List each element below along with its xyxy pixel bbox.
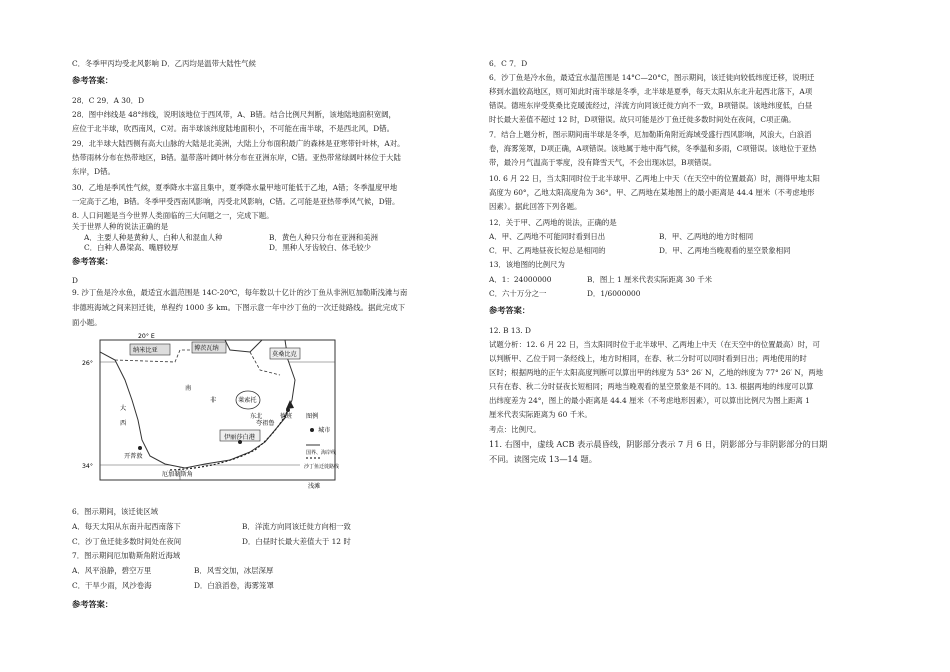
answer-heading: 参考答案：: [72, 599, 113, 609]
text-line: 29．北半球大陆西侧有高大山脉的大陆是北美洲，大陆上分布面积最广的森林是亚寒带针叶林，A对。: [72, 139, 405, 148]
lat-top-label: 26°: [82, 360, 93, 367]
text-line: 7．图示期间厄加勒斯角附近海域: [72, 551, 181, 560]
legend-title: 图例: [306, 413, 319, 420]
option-item: D．白昼时长最大差值大于 12 时: [242, 537, 351, 546]
text-line: 12．关于甲、乙两地的说法，正确的是: [489, 218, 617, 227]
option-item: A．主要人种是黄种人、白种人和混血人种: [84, 233, 223, 242]
text-line: 不同。读图完成 13—14 题。: [489, 454, 597, 464]
label-kzn: 夸祖鲁: [256, 420, 275, 427]
answer-heading: 参考答案：: [72, 75, 113, 85]
text-line: 28．C 29．A 30．D: [72, 96, 145, 105]
text-line: 厘米代表实际距离为 60 千米。: [489, 410, 592, 419]
text-line: 卷，海雾笼罩，D项正确，A项错误。该地属于地中海气候，冬季温和多雨，C项错误。该地位于亚热: [489, 144, 817, 153]
text-line: 应位于北半球，吹西南风，C对。南半球该纬度陆地面积小，不可能在南半球，不是西北风，D错。: [72, 124, 394, 133]
text-line: 高度为 60°，乙地太阳高度角为 36°。甲、乙两地在某地图上的最小距离是 44.4 厘米（不考虑地形: [489, 188, 815, 197]
text-line: 28．图中纬线是 48°纬线，说明该地位于西风带，A、B错。结合比例尺判断，该地陆地面积宽阔，: [72, 110, 396, 119]
label-elizabeth: 伊丽莎白港: [224, 434, 255, 441]
option-item: B．洋流方向同该迁徙方向相一致: [242, 522, 351, 531]
coastline: [100, 340, 295, 468]
label-south: 南: [185, 385, 192, 392]
option-item: A．每天太阳从东南升起西南落下: [72, 522, 181, 531]
text-line: 错误。德班东岸受莫桑比克暖流经过，洋流方向同该迁徙方向不一致，B项错误。该地纬度低，白昼: [489, 101, 813, 110]
text-line: 试题分析：12. 6 月 22 日，当太阳同时位于北半球甲、乙两地上中天（在天空中的位置最高）时，可: [489, 340, 820, 349]
map-figure: [80, 330, 340, 500]
text-line: 时长最大差值不超过 12 时，D项错误。故只可能是沙丁鱼迁徙多数时间处在夜间，C项正确。: [489, 115, 796, 124]
option-item: A．1：24000000: [489, 275, 552, 284]
option-item: B．甲、乙两地的地方时相同: [659, 232, 754, 241]
text-line: 东岸，D错。: [72, 167, 115, 176]
text-line: 热带雨林分布在热带地区，B错。温带落叶阔叶林分布在亚洲东岸，C错。亚热带常绿阔叶林位于大陆: [72, 153, 401, 162]
label-shelf: 浅滩: [308, 483, 321, 490]
option-item: D．白浪滔卷，海雾笼罩: [194, 581, 274, 590]
label-botswana: 博茨瓦纳: [194, 345, 219, 352]
text-line: 区时；根据两地的正午太阳高度判断可以算出甲的纬度为 53° 26′ N，乙地的纬度为 77° 26′ N，两地: [489, 368, 824, 377]
text-line: 9. 沙丁鱼是冷水鱼，最适宜水温范围是 14C-20℃，每年数以十亿计的沙丁鱼从非洲厄加勒斯浅滩与南: [72, 288, 408, 297]
option-item: B．黄色人种只分布在亚洲和美洲: [269, 233, 378, 242]
text-line: C．冬季甲丙均受北风影响 D．乙丙均是温带大陆性气候: [72, 59, 256, 68]
city-durban: [286, 408, 290, 412]
label-africa: 非: [210, 397, 217, 404]
text-line: 10. 6 月 22 日，当太阳同时位于北半球甲、乙两地上中天（在天空中的位置最高）时，测得甲地太阳: [489, 174, 820, 183]
legend-city: 城市: [318, 427, 331, 434]
city-capetown: [138, 446, 142, 450]
text-line: 6．图示期间，该迁徙区域: [72, 507, 159, 516]
label-capetown: 开普敦: [124, 453, 143, 460]
text-line: 考点：比例尺。: [489, 425, 541, 434]
option-item: D．甲、乙两地当晚观看的星空景象相同: [659, 246, 791, 255]
label-mozambique: 莫桑比克: [272, 351, 297, 358]
legend-border: 国界、海岸线: [306, 450, 337, 456]
option-item: C．白种人鼻梁高、嘴唇较厚: [84, 243, 179, 252]
text-line: D: [72, 276, 78, 285]
text-line: 移到水温较高地区，则可知此时南半球是冬季，北半球是夏季，每天太阳从东北升起西北落下，A项: [489, 87, 813, 96]
text-line: 13．该地图的比例尺为: [489, 260, 565, 269]
option-item: B．图上 1 厘米代表实际距离 30 千米: [587, 275, 713, 284]
label-sea: 大: [120, 405, 127, 412]
option-item: A．风平浪静，碧空万里: [72, 566, 152, 575]
text-line: 7．结合上题分析，图示期间南半球是冬季，厄加勒斯角附近海域受盛行西风影响，风浪大，白浪滔: [489, 130, 812, 139]
answer-heading: 参考答案：: [72, 256, 113, 266]
label-eastern: 东北: [250, 413, 263, 420]
text-line: 30．乙地是季风性气候，夏季降水丰富且集中，夏季降水量甲地可能低于乙地，A错；冬季温度甲地: [72, 183, 398, 192]
text-line: 只有在春、秋二分时昼夜长短相同；两地当晚观看的星空景象是不同的。13. 根据两地的纬度可以算: [489, 382, 814, 391]
option-item: C．甲、乙两地昼夜长短总是相同的: [489, 246, 606, 255]
text-line: 6．沙丁鱼是冷水鱼，最适宜水温范围是 14°C—20°C，图示期间，该迁徙向较低纬度迁移，说明迁: [489, 73, 815, 82]
option-item: B．风雪交加，冰层深厚: [194, 566, 274, 575]
sardine-migration-map: [80, 330, 340, 500]
option-item: C．沙丁鱼迁徙多数时间处在夜间: [72, 537, 182, 546]
text-line: 关于世界人种的说法正确的是: [72, 222, 169, 231]
text-line: 一定高于乙地，B错。冬季甲受西南风影响，丙受北风影响，C错。乙可能是亚热带季风气候，D错。: [72, 197, 400, 206]
text-line: 因素）。据此回答下列各题。: [489, 202, 582, 211]
lon-label: 20° E: [138, 333, 155, 340]
option-item: C．干旱少雨，风沙卷海: [72, 581, 152, 590]
option-item: D．黑种人牙齿较白、体毛较少: [269, 243, 372, 252]
answer-heading: 参考答案：: [489, 305, 530, 315]
text-line: 以判断甲、乙位于同一条经线上，地方时相同，在春、秋二分时可以同时看到日出；两地使用的时: [489, 354, 807, 363]
text-line: 11. 右图中，虚线 ACB 表示晨昏线，阴影部分表示 7 月 6 日，阴影部分与非阴影部分的日期: [489, 439, 828, 449]
text-line: 6．C 7．D: [489, 59, 528, 68]
legend-route: 沙丁鱼迁徙路线: [304, 464, 340, 470]
label-lesotho: 莱索托: [238, 397, 257, 404]
label-cape: 厄加勒斯角: [162, 471, 193, 478]
text-line: 面小题。: [72, 318, 102, 327]
label-durban: 德班: [280, 413, 293, 420]
option-item: C．六十万分之一: [489, 289, 547, 298]
text-line: 12. B 13. D: [489, 326, 531, 335]
label-ocean: 西: [120, 420, 127, 427]
option-item: A．甲、乙两地不可能同时看到日出: [489, 232, 606, 241]
text-line: 出纬度差为 24°，图上的最小距离是 44.4 厘米（不考虑地形因素），可以算出比例尺为图上距离 1: [489, 396, 810, 405]
text-line: 带，最冷月气温高于零度，没有降雪天气，不会出现冰层，B项错误。: [489, 158, 717, 167]
text-line: 8. 人口问题是当今世界人类面临的三大问题之一，完成下题。: [72, 211, 274, 220]
option-item: D．1/6000000: [587, 289, 641, 298]
text-line: 非德班海域之间来回迁徙，单程约 1000 多 km。下图示意一年中沙丁鱼的一次迁徙路线。据此完成下: [72, 303, 405, 312]
lat-bottom-label: 34°: [82, 463, 93, 470]
label-namibia: 纳米比亚: [133, 347, 158, 354]
